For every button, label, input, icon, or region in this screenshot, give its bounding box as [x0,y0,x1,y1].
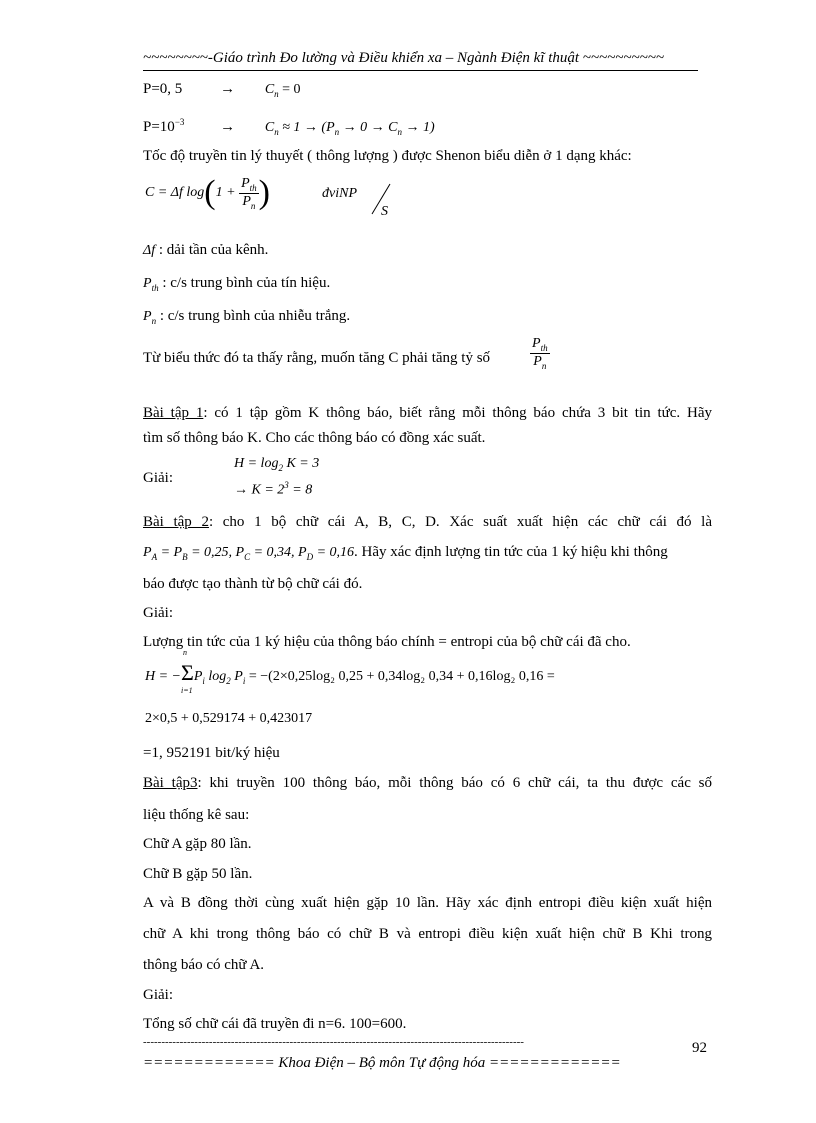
shenon-sentence: Tốc độ truyền tin lý thuyết ( thông lượng ) được Shenon biểu diễn ở 1 dạng khác: [143,148,632,164]
page-footer: ============= Khoa Điện – Bộ môn Tự động hóa ============= [143,1055,621,1071]
bt2-line4: Lượng tin tức của 1 ký hiệu của thông báo chính = entropi của bộ chữ cái đã cho. [143,634,631,650]
bt3-line1: Bài tập3: khi truyền 100 thông báo, mỗi thông báo có 6 chữ cái, ta thu được các số [143,775,713,791]
p103-label: P=10 [143,119,175,135]
entropy-sum-values: 2×0,5 + 0,529174 + 0,423017 [145,711,313,726]
bt3-ab3: thông báo có chữ A. [143,957,265,973]
bt3-ab1: A và B đồng thời cùng xuất hiện gặp 10 lần. Hãy xác định entropi điều kiện xuất hiện [143,895,712,911]
p103-exponent: −3 [174,117,185,127]
arrow-icon: → [220,81,236,97]
bt3-b: Chữ B gặp 50 lần. [143,866,253,882]
def-pth: $P_{th}$ : c/s trung bình của tín hiệu. [143,275,331,293]
line-p05 [143,79,301,104]
bt1-giai: Giải: [143,470,173,486]
bt2-line1: Bài tập 2: cho 1 bộ chữ cái A, B, C, D. Xác suất xuất hiện các chữ cái đó là [143,514,712,530]
def-pn: $P_n$ : c/s trung bình của nhiễu trắng. [143,308,351,326]
ratio-fraction: $\frac{P_{th}}{P_n}$ [532,336,548,371]
unit-s: S [381,204,388,219]
bt2-title: Bài tập 2 [143,514,209,530]
bt3-giai: Giải: [143,987,173,1003]
footer-dashes: -------------------------------------------------------------------------------------------------------- [143,1036,524,1048]
capacity-unit: đviNP [322,186,357,201]
page-header: ~~~~~~~~-Giáo trình Đo lường và Điều khiển xa – Ngành Điện kĩ thuật ~~~~~~~~~~ [143,50,664,66]
limit-expression: $C_n \approx 1 \to (P_n \to 0 \to C_n \to 1)$ [264,120,435,137]
cn-symbol: $C_n$ [264,82,279,99]
bt2-line2: $P_A = P_B = 0,25$, $P_C = 0,34$, $P_D = 0,16$. Hãy xác định lượng tin tức của 1 ký hiệu khi thông [143,544,668,562]
bt1-eq2: → $K = 2^3 = 8$ [234,480,313,498]
bt3-total: Tổng số chữ cái đã truyền đi n=6. 100=600. [143,1016,407,1032]
def-delta-f: Δf : dải tần của kênh. [143,242,269,258]
p05-eq: = 0 [278,82,301,97]
entropy-sum-formula: H = − n Σ i=1 $P_i$ $\log_2 P_i = -(2\times 0,25\log_2$ 0,25 + 0,34log₂ 0,34 + 0,16log₂ 0,16 = [145,648,555,695]
bt1-eq1: $H = \log_2 K = 3$ [234,456,320,473]
bt3-line2: liệu thống kê sau: [143,807,250,823]
line-p103 [143,112,435,142]
bt2-line3: báo được tạo thành từ bộ chữ cái đó. [143,576,363,592]
bt2-giai: Giải: [143,605,173,621]
page-number: 92 [692,1040,707,1056]
bt3-ab2: chữ A khi trong thông báo có chữ B và entropi điều kiện xuất hiện chữ B Khi trong [143,926,712,942]
bt1-title: Bài tập 1 [143,405,204,421]
conclusion-sentence: Từ biểu thức đó ta thấy rằng, muốn tăng C phải tăng tỷ số [143,350,491,366]
bt3-title: Bài tập3 [143,775,198,791]
p05-label: P=0, 5 [143,81,183,97]
capacity-formula: C = Δf log(1 + $\frac{P_{th}}{P_n}$ ) [145,174,270,211]
bt3-a: Chữ A gặp 80 lần. [143,836,252,852]
bt1-line1: Bài tập 1: có 1 tập gồm K thông báo, biết rằng mỗi thông báo chứa 3 bit tin tức. Hãy [143,405,713,421]
entropy-result: =1, 952191 bit/ký hiệu [143,745,280,761]
bt1-line2: tìm số thông báo K. Cho các thông báo có đồng xác suất. [143,430,486,446]
header-rule [143,70,698,71]
arrow-icon: → [220,119,236,135]
